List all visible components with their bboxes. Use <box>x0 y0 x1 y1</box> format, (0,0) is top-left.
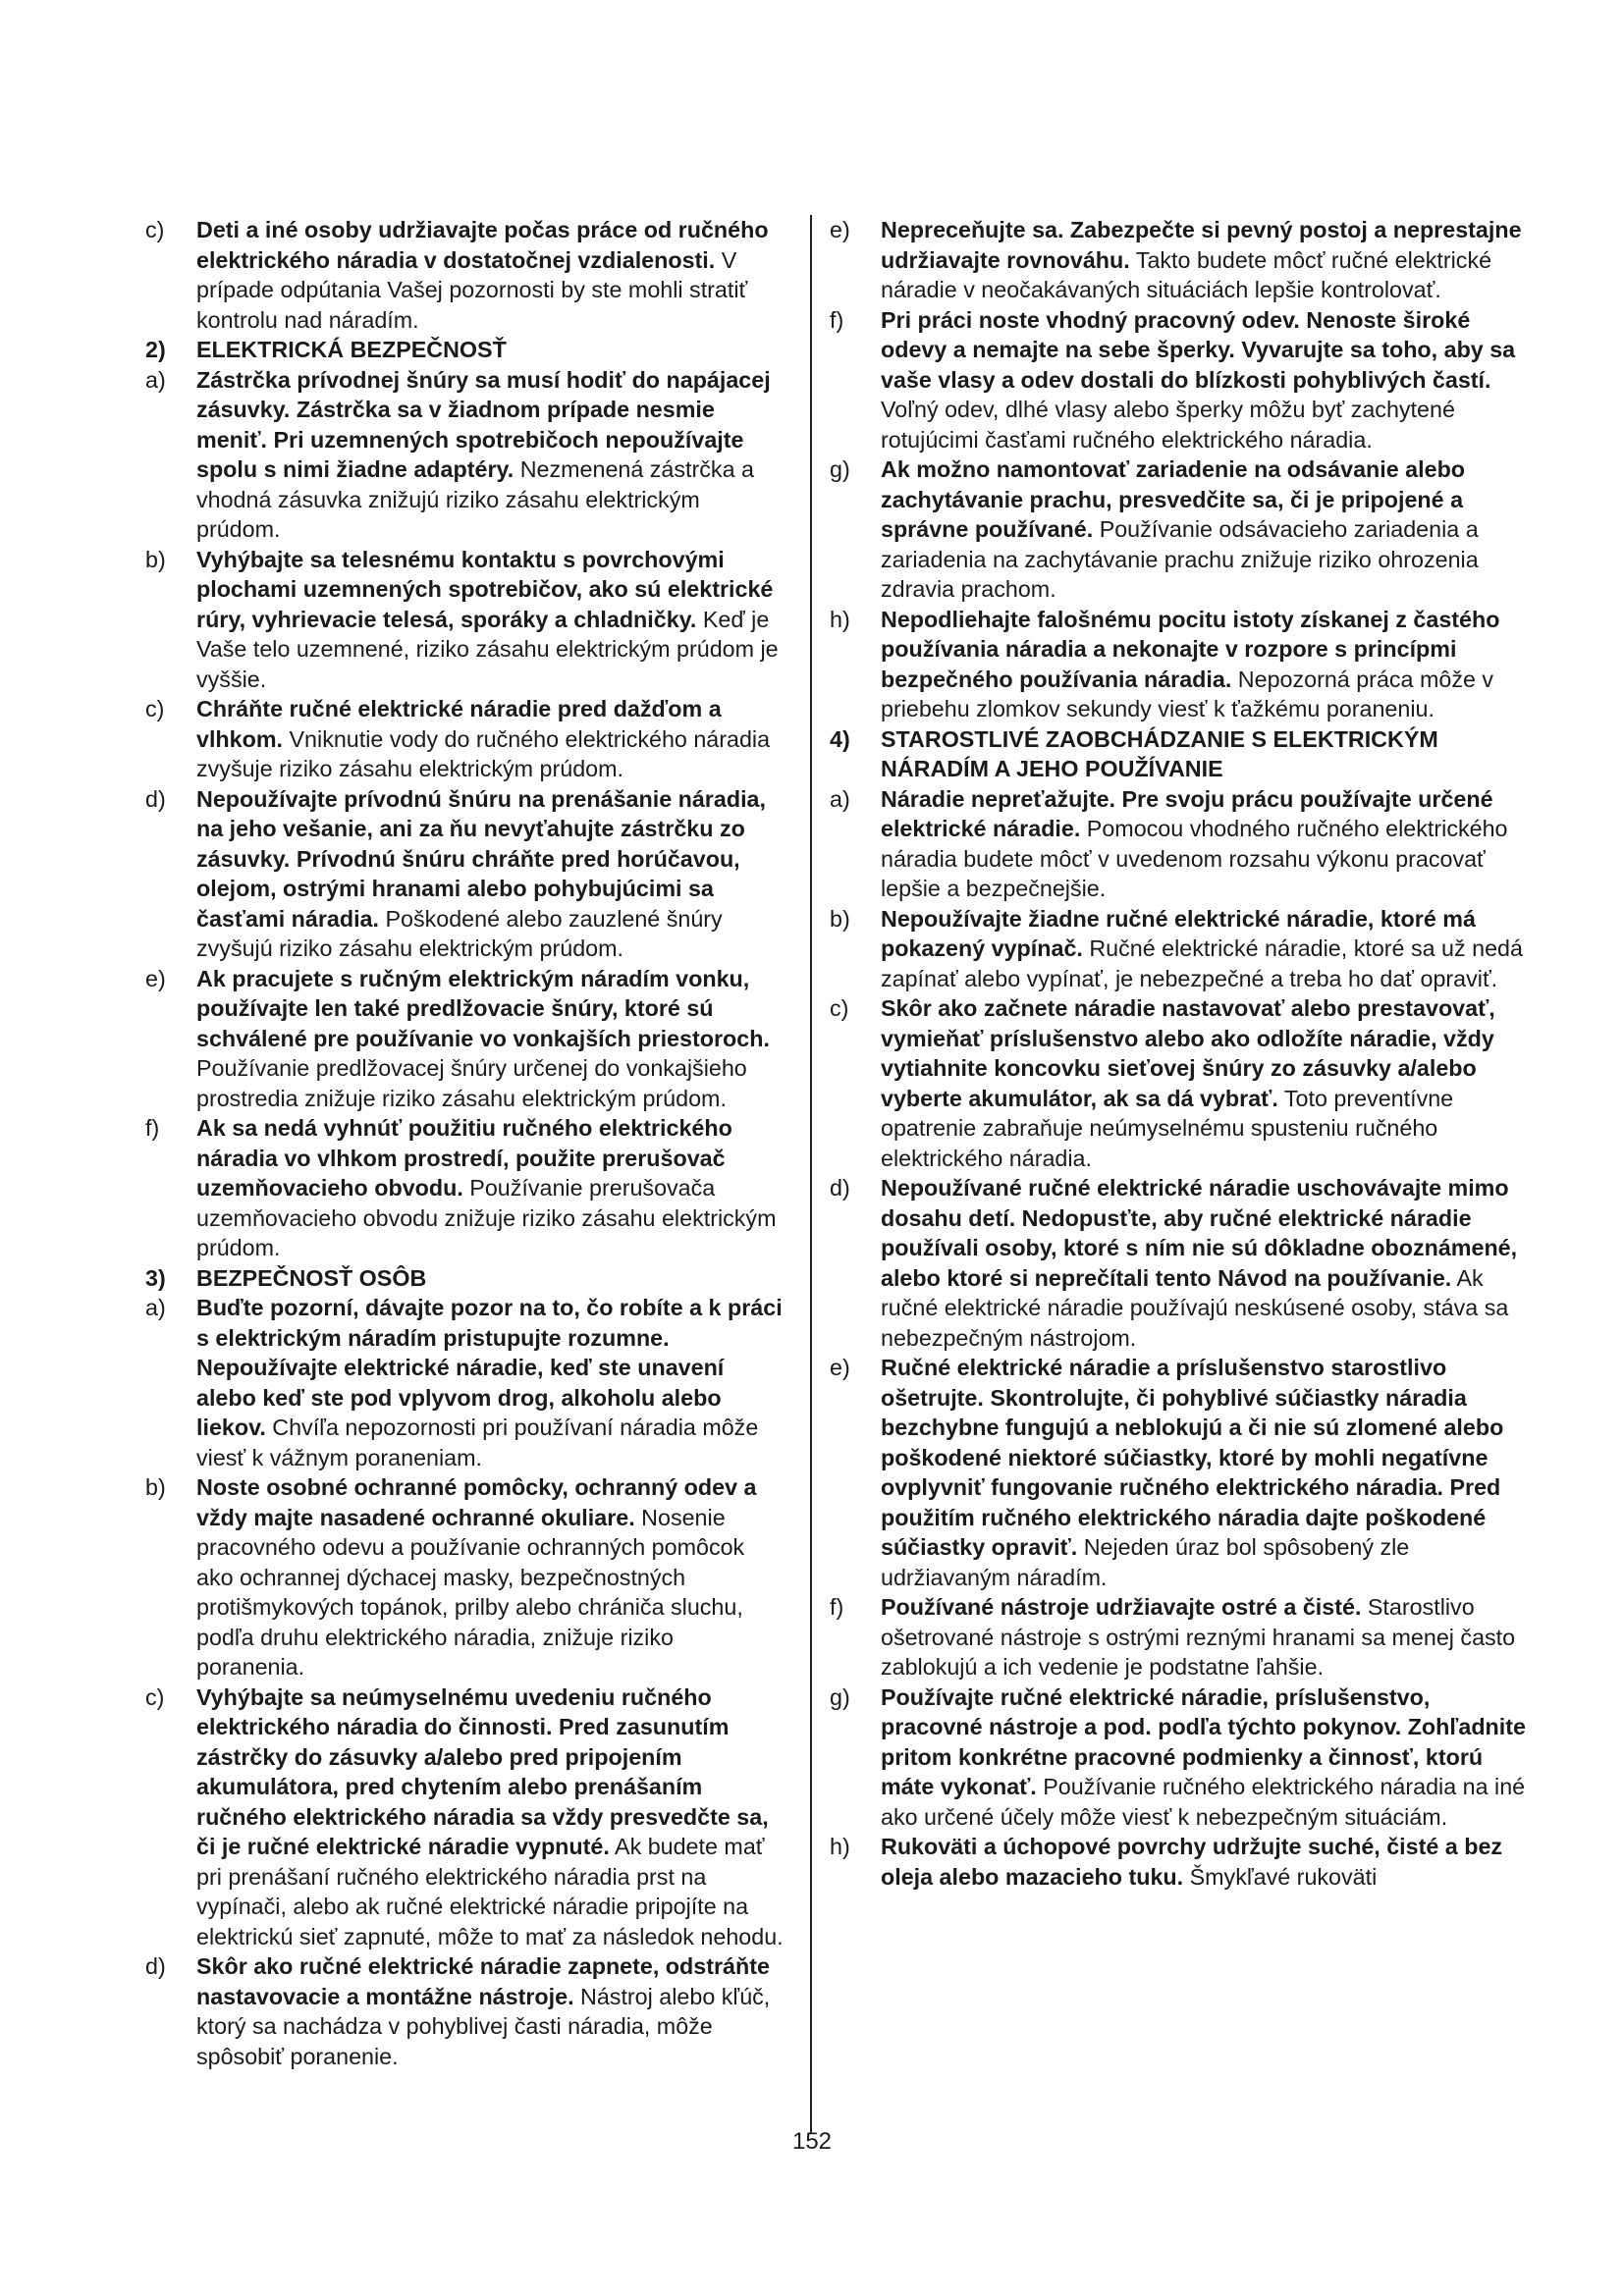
item-lead-text: Nepoužívajte žiadne ručné elektrické náradie, ktoré má pokazený vypínač. <box>881 905 1476 961</box>
section-number: 2) <box>145 337 166 362</box>
list-item <box>830 1173 1529 1353</box>
item-letter: h) <box>830 606 850 632</box>
item-body-text: Ak budete mať pri prenášaní ručného elektrického náradia prst na vypínači, alebo ak ručné elektrické náradie pripojíte na elektrickú sieť zapnuté, môže to mať za následok nehodu. <box>196 1834 784 1949</box>
item-body-text: Nejeden úraz bol spôsobený zle udržiavaným náradím. <box>881 1534 1410 1590</box>
item-lead-text: Skôr ako začnete náradie nastavovať alebo prestavovať, vymieňať príslušenstvo alebo ako odložíte náradie, vždy vytiahnite koncovku sieťovej šnúry zo zásuvky a/alebo vyberte akumulátor, ak sa dá vybrať. <box>881 995 1495 1111</box>
item-lead-text: Náradie nepreťažujte. Pre svoju prácu používajte určené elektrické náradie. <box>881 785 1493 841</box>
section-title: ELEKTRICKÁ BEZPEČNOSŤ <box>196 337 507 362</box>
item-body-text: Používanie predlžovacej šnúry určenej do vonkajšieho prostredia znižuje riziko zásahu elektrickým prúdom. <box>196 1055 747 1111</box>
item-lead-text: Nepoužívané ručné elektrické náradie uschovávajte mimo dosahu detí. Nedopusťte, aby ručné elektrické náradie používali osoby, ktoré s ním nie sú dôkladne oboznámené, alebo ktoré si neprečítali tento Návod na používanie. <box>881 1175 1518 1291</box>
section-number: 4) <box>830 725 850 752</box>
item-letter: e) <box>830 217 850 242</box>
list-item <box>145 1113 785 1263</box>
item-lead-text: Zástrčka prívodnej šnúry sa musí hodiť do napájacej zásuvky. Zástrčka sa v žiadnom prípade nesmie meniť. Pri uzemnených spotrebičoch nepoužívajte spolu s nimi žiadne adaptéry. <box>196 366 771 482</box>
item-letter: b) <box>145 1474 166 1500</box>
list-item <box>145 694 785 784</box>
list-item <box>145 215 785 335</box>
list-item <box>830 784 1529 904</box>
item-letter: d) <box>830 1175 850 1201</box>
item-lead-text: Ak možno namontovať zariadenie na odsávanie alebo zachytávanie prachu, presvedčite sa, či je pripojené a správne používané. <box>881 456 1466 542</box>
item-letter: f) <box>830 306 844 333</box>
item-lead-text: Ak pracujete s ručným elektrickým náradím vonku, používajte len také predlžovacie šnúry, ktoré sú schválené pre používanie vo vonkajších priestoroch. <box>196 965 770 1051</box>
list-item <box>830 1682 1529 1833</box>
page-number: 152 <box>791 2128 833 2155</box>
item-body-text: Nástroj alebo kľúč, ktorý sa nachádza v pohyblivej časti náradia, môže spôsobiť poranenie. <box>196 1983 771 2069</box>
item-letter: e) <box>145 965 166 991</box>
item-letter: d) <box>145 1953 166 1979</box>
list-item <box>145 1951 785 2071</box>
item-body-text: Toto preventívne opatrenie zabraňuje neúmyselnému spusteniu ručného elektrického náradia. <box>881 1085 1454 1171</box>
column-divider <box>810 215 812 2134</box>
item-lead-text: Nepodliehajte falošnému pocitu istoty získanej z častého používania náradia a nekonajte v rozpore s princípmi bezpečného používania náradia. <box>881 606 1500 692</box>
item-letter: c) <box>145 696 165 721</box>
item-letter: a) <box>145 1295 166 1320</box>
list-item <box>145 1472 785 1682</box>
item-letter: a) <box>145 366 166 393</box>
list-item <box>145 784 785 964</box>
list-item <box>145 1293 785 1472</box>
item-letter: e) <box>830 1355 850 1380</box>
section-heading <box>145 1263 785 1294</box>
item-body-text: Chvíľa nepozornosti pri používaní náradia môže viesť k vážnym poraneniam. <box>196 1415 759 1470</box>
list-item <box>830 215 1529 305</box>
item-letter: f) <box>830 1594 844 1620</box>
item-letter: g) <box>830 456 850 482</box>
item-letter: a) <box>830 785 850 812</box>
item-body-text: Používanie ručného elektrického náradia na iné ako určené účely môže viesť k nebezpečným situáciám. <box>881 1774 1526 1830</box>
item-body-text: Nepozorná práca môže v priebehu zlomkov sekundy viesť k ťažkému poraneniu. <box>881 666 1494 721</box>
item-lead-text: Rukoväti a úchopové povrchy udržujte suché, čisté a bez oleja alebo mazacieho tuku. <box>881 1834 1503 1890</box>
section-title: STAROSTLIVÉ ZAOBCHÁDZANIE S ELEKTRICKÝM NÁRADÍM A JEHO POUŽÍVANIE <box>881 725 1438 781</box>
item-lead-text: Chráňte ručné elektrické náradie pred dažďom a vlhkom. <box>196 696 722 752</box>
item-lead-text: Vyhýbajte sa telesnému kontaktu s povrchovými plochami uzemnených spotrebičov, ako sú elektrické rúry, vyhrievacie telesá, sporáky a chladničky. <box>196 546 774 632</box>
list-item <box>830 993 1529 1173</box>
list-item <box>830 454 1529 605</box>
item-body-text: Používanie odsávacieho zariadenia a zariadenia na zachytávanie prachu znižuje riziko ohrozenia zdravia prachom. <box>881 516 1479 602</box>
list-item <box>145 365 785 545</box>
item-lead-text: Vyhýbajte sa neúmyselnému uvedeniu ručného elektrického náradia do činnosti. Pred zasunutím zástrčky do zásuvky a/alebo pred pripojením akumulátora, pred chytením alebo prenášaním ručného elektrického náradia sa vždy presvedčte sa, či je ručné elektrické náradie vypnuté. <box>196 1683 769 1859</box>
item-lead-text: Deti a iné osoby udržiavajte počas práce od ručného elektrického náradia v dostatočnej vzdialenosti. <box>196 217 769 273</box>
item-lead-text: Ručné elektrické náradie a príslušenstvo starostlivo ošetrujte. Skontrolujte, či pohyblivé súčiastky náradia bezchybne fungujú a neblokujú a či nie sú zlomené alebo poškodené niektoré súčiastky, ktoré by mohli negatívne ovplyvniť fungovanie ručného elektrického náradia. Pred použitím ručného elektrického náradia dajte poškodené súčiastky opraviť. <box>881 1355 1504 1560</box>
section-heading <box>830 724 1529 784</box>
item-body-text: Používanie prerušovača uzemňovacieho obvodu znižuje riziko zásahu elektrickým prúdom. <box>196 1175 777 1260</box>
item-letter: b) <box>830 905 850 932</box>
list-item <box>145 545 785 695</box>
item-lead-text: Ak sa nedá vyhnúť použitiu ručného elektrického náradia vo vlhkom prostredí, použite prerušovač uzemňovacieho obvodu. <box>196 1115 732 1201</box>
item-body-text: Nosenie pracovného odevu a používanie ochranných pomôcok ako ochrannej dýchacej masky, bezpečnostných protišmykových topánok, prilby alebo chrániča sluchu, podľa druhu elektrického náradia, znižuje riziko poranenia. <box>196 1504 745 1680</box>
item-lead-text: Noste osobné ochranné pomôcky, ochranný odev a vždy majte nasadené ochranné okuliare. <box>196 1474 757 1530</box>
item-body-text: Keď je Vaše telo uzemnené, riziko zásahu elektrickým prúdom je vyššie. <box>196 606 779 692</box>
item-lead-text: Používané nástroje udržiavajte ostré a čisté. <box>881 1594 1362 1620</box>
item-lead-text: Nepreceňujte sa. Zabezpečte si pevný postoj a neprestajne udržiavajte rovnováhu. <box>881 217 1522 273</box>
list-item <box>830 904 1529 994</box>
item-lead-text: Používajte ručné elektrické náradie, príslušenstvo, pracovné nástroje a pod. podľa týchto pokynov. Zohľadnite pritom konkrétne pracovné podmienky a činnosť, ktorú máte vykonať. <box>881 1683 1526 1799</box>
item-letter: c) <box>145 1683 165 1710</box>
list-item <box>145 964 785 1114</box>
list-item <box>830 305 1529 455</box>
item-lead-text: Skôr ako ručné elektrické náradie zapnete, odstráňte nastavovacie a montážne nástroje. <box>196 1953 770 2009</box>
list-item <box>830 605 1529 724</box>
item-letter: c) <box>830 995 849 1021</box>
item-body-text: Šmykľavé rukoväti <box>1183 1863 1378 1890</box>
item-body-text: Ručné elektrické náradie, ktoré sa už nedá zapínať alebo vypínať, je nebezpečné a treba ho dať opraviť. <box>881 935 1523 991</box>
item-body-text: Nezmenená zástrčka a vhodná zásuvka znižujú riziko zásahu elektrickým prúdom. <box>196 456 754 542</box>
item-letter: c) <box>145 217 165 242</box>
item-body-text: V prípade odpútania Vašej pozornosti by ste mohli stratiť kontrolu nad náradím. <box>196 246 748 333</box>
section-heading <box>145 335 785 365</box>
left-column <box>145 215 785 2071</box>
item-body-text: Starostlivo ošetrované nástroje s ostrými reznými hranami sa menej často zablokujú a ich vedenie je podstatne ľahšie. <box>881 1594 1516 1680</box>
item-lead-text: Buďte pozorní, dávajte pozor na to, čo robíte a k práci s elektrickým náradím pristupujte rozumne. Nepoužívajte elektrické náradie, keď ste unavení alebo keď ste pod vplyvom drog, alkoholu alebo liekov. <box>196 1295 783 1440</box>
section-title: BEZPEČNOSŤ OSÔB <box>196 1264 427 1291</box>
item-lead-text: Nepoužívajte prívodnú šnúru na prenášanie náradia, na jeho vešanie, ani za ňu nevyťahujte zástrčku zo zásuvky. Prívodnú šnúru chráňte pred horúčavou, olejom, ostrými hranami alebo pohybujúcimi sa časťami náradia. <box>196 785 766 932</box>
item-body-text: Ak ručné elektrické náradie používajú neskúsené osoby, stáva sa nebezpečným nástrojom. <box>881 1264 1509 1351</box>
list-item <box>830 1353 1529 1592</box>
item-body-text: Vniknutie vody do ručného elektrického náradia zvyšuje riziko zásahu elektrickým prúdom. <box>196 725 771 781</box>
item-letter: g) <box>830 1683 850 1710</box>
list-item <box>830 1592 1529 1682</box>
item-body-text: Pomocou vhodného ručného elektrického náradia budete môcť v uvedenom rozsahu výkonu pracovať lepšie a bezpečnejšie. <box>881 816 1508 901</box>
item-body-text: Poškodené alebo zauzlené šnúry zvyšujú riziko zásahu elektrickým prúdom. <box>196 905 723 961</box>
item-body-text: Voľný odev, dlhé vlasy alebo šperky môžu byť zachytené rotujúcimi časťami ručného elektrického náradia. <box>881 397 1455 453</box>
item-lead-text: Pri práci noste vhodný pracovný odev. Nenoste široké odevy a nemajte na sebe šperky. Vyvarujte sa toho, aby sa vaše vlasy a odev dostali do blízkosti pohyblivých častí. <box>881 306 1516 393</box>
item-body-text: Takto budete môcť ručné elektrické náradie v neočakávaných situáciách lepšie kontrolovať. <box>881 246 1492 302</box>
section-number: 3) <box>145 1264 166 1291</box>
list-item <box>830 1832 1529 1892</box>
item-letter: b) <box>145 546 166 572</box>
right-column <box>830 215 1529 1892</box>
item-letter: d) <box>145 785 166 812</box>
item-letter: h) <box>830 1834 850 1859</box>
list-item <box>145 1682 785 1952</box>
item-letter: f) <box>145 1115 160 1141</box>
